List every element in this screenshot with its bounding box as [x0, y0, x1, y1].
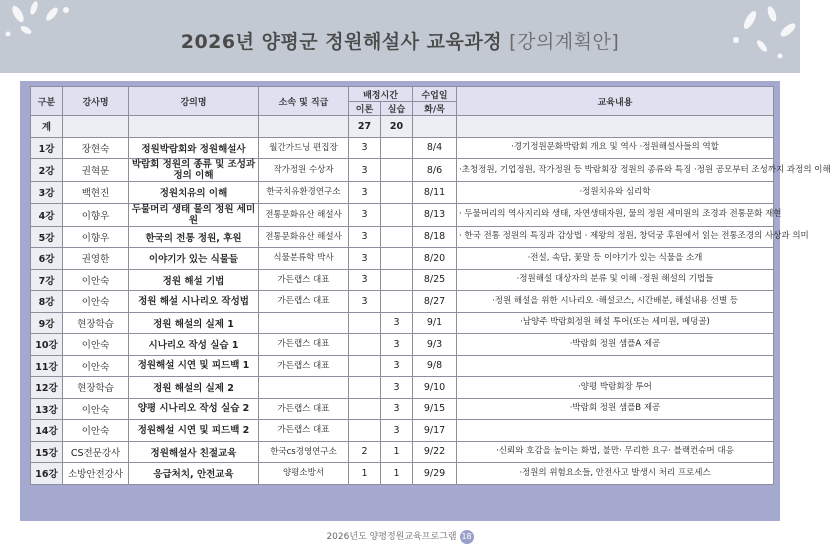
- header-weekday: 화/목: [413, 102, 457, 116]
- row-course: 정원 해설 기법: [129, 269, 259, 291]
- row-theory: 3: [349, 291, 381, 313]
- row-content: ·초청정원, 기업정원, 작가정원 등 박람회장 정원의 종류와 특징 ·정원 공모부터 조성까지 과정의 이해: [457, 159, 774, 182]
- row-theory: 3: [349, 182, 381, 204]
- row-course: 정원 해설의 실제 1: [129, 312, 259, 334]
- row-course: 이야기가 있는 식물들: [129, 248, 259, 270]
- row-org: 가든랩스 대표: [259, 420, 349, 442]
- row-practice: [381, 269, 413, 291]
- header-org: 소속 및 직급: [259, 87, 349, 116]
- row-theory: 3: [349, 159, 381, 182]
- row-no: 11강: [31, 355, 63, 377]
- row-instructor: 이안숙: [63, 334, 129, 356]
- row-theory: [349, 312, 381, 334]
- row-instructor: 이안숙: [63, 398, 129, 420]
- row-date: 9/8: [413, 355, 457, 377]
- row-no: 1강: [31, 137, 63, 159]
- row-practice: 3: [381, 377, 413, 399]
- row-org: [259, 377, 349, 399]
- total-date-cell: [413, 116, 457, 138]
- row-date: 8/4: [413, 137, 457, 159]
- row-date: 8/27: [413, 291, 457, 313]
- table-row: [31, 137, 774, 159]
- table-row: [31, 248, 774, 270]
- row-practice: [381, 159, 413, 182]
- row-org: 전통문화유산 해설사: [259, 226, 349, 248]
- total-org-cell: [259, 116, 349, 138]
- row-org: 가든랩스 대표: [259, 355, 349, 377]
- table-row: [31, 441, 774, 463]
- table-row: [31, 312, 774, 334]
- row-course: 정원해설사 친절교육: [129, 441, 259, 463]
- row-content: ·정원 해설을 위한 시나리오 ·해설코스, 시간배분, 해설내용 선별 등: [457, 291, 774, 313]
- row-content: ·정원치유와 심리학: [457, 182, 774, 204]
- row-date: 8/6: [413, 159, 457, 182]
- row-date: 9/15: [413, 398, 457, 420]
- row-theory: 3: [349, 226, 381, 248]
- row-no: 7강: [31, 269, 63, 291]
- page-title: [0, 27, 800, 54]
- row-date: 9/10: [413, 377, 457, 399]
- total-theory: 27: [349, 116, 381, 138]
- row-content: ·신뢰와 호감을 높이는 화법, 불만· 무리한 요구· 블랙컨슈머 대응: [457, 441, 774, 463]
- table-row: [31, 334, 774, 356]
- row-instructor: 권영한: [63, 248, 129, 270]
- row-content: · 두물머리의 역사지리와 생태, 자연생태자원, 물의 정원 세미원의 조경과 전통문화 재현: [457, 203, 774, 226]
- footer-text: 2026년도 양평정원교육프로그램: [326, 532, 457, 542]
- total-content-cell: [457, 116, 774, 138]
- row-no: 12강: [31, 377, 63, 399]
- table-row: [31, 159, 774, 182]
- row-course: 한국의 전통 정원, 후원: [129, 226, 259, 248]
- header-practice: 실습: [381, 102, 413, 116]
- row-theory: 3: [349, 137, 381, 159]
- row-org: 가든랩스 대표: [259, 398, 349, 420]
- row-instructor: 현장학습: [63, 377, 129, 399]
- total-row: [31, 116, 774, 138]
- row-no: 2강: [31, 159, 63, 182]
- header-instructor: 강사명: [63, 87, 129, 116]
- row-no: 6강: [31, 248, 63, 270]
- row-no: 13강: [31, 398, 63, 420]
- row-practice: [381, 291, 413, 313]
- row-instructor: 이안숙: [63, 420, 129, 442]
- row-course: 응급처치, 안전교육: [129, 463, 259, 485]
- row-date: 8/18: [413, 226, 457, 248]
- table-row: [31, 377, 774, 399]
- page-title-main: 2026년 양평군 정원해설사 교육과정: [180, 31, 503, 53]
- row-date: 9/29: [413, 463, 457, 485]
- row-no: 14강: [31, 420, 63, 442]
- header-no: 구분: [31, 87, 63, 116]
- row-practice: [381, 248, 413, 270]
- row-course: 정원 해설 시나리오 작성법: [129, 291, 259, 313]
- row-date: 9/22: [413, 441, 457, 463]
- row-instructor: 장현숙: [63, 137, 129, 159]
- row-course: 정원 해설의 실제 2: [129, 377, 259, 399]
- row-org: 월간가드닝 편집장: [259, 137, 349, 159]
- row-theory: [349, 355, 381, 377]
- total-instructor-cell: [63, 116, 129, 138]
- row-content: ·남양주 박람회정원 해설 투어(또는 세미원, 메덩골): [457, 312, 774, 334]
- page-title-sub: [강의계획안]: [509, 31, 620, 53]
- row-practice: 3: [381, 334, 413, 356]
- row-content: ·박람회 정원 샘플A 제공: [457, 334, 774, 356]
- row-practice: 1: [381, 463, 413, 485]
- row-course: 정원박람회와 정원해설사: [129, 137, 259, 159]
- row-no: 9강: [31, 312, 63, 334]
- row-course: 정원해설 시연 및 피드백 1: [129, 355, 259, 377]
- row-instructor: 현장학습: [63, 312, 129, 334]
- total-course-cell: [129, 116, 259, 138]
- table-row: [31, 420, 774, 442]
- row-no: 3강: [31, 182, 63, 204]
- row-course: 박람회 정원의 종류 및 조성과정의 이해: [129, 159, 259, 182]
- row-content: ·정원의 위험요소들, 안전사고 발생시 처리 프로세스: [457, 463, 774, 485]
- row-practice: [381, 137, 413, 159]
- row-instructor: 이안숙: [63, 355, 129, 377]
- header-theory: 이론: [349, 102, 381, 116]
- row-instructor: 이향우: [63, 226, 129, 248]
- row-date: 8/20: [413, 248, 457, 270]
- table-row: [31, 398, 774, 420]
- row-no: 10강: [31, 334, 63, 356]
- row-org: 가든랩스 대표: [259, 269, 349, 291]
- lecture-plan-table: [30, 86, 831, 485]
- row-course: 시나리오 작성 실습 1: [129, 334, 259, 356]
- row-org: 양평소방서: [259, 463, 349, 485]
- row-theory: 3: [349, 203, 381, 226]
- row-instructor: 이향우: [63, 203, 129, 226]
- row-date: 9/1: [413, 312, 457, 334]
- table-row: [31, 269, 774, 291]
- header-hours: 배정시간: [349, 87, 413, 102]
- row-content: · 한국 전통 정원의 특징과 감상법 · 제왕의 정원, 창덕궁 후원에서 읽는 전통조경의 사상과 의미: [457, 226, 774, 248]
- row-content: ·경기정원문화박람회 개요 및 역사 ·정원해설사들의 역할: [457, 137, 774, 159]
- row-no: 16강: [31, 463, 63, 485]
- page-number: 18: [460, 530, 474, 544]
- row-practice: [381, 226, 413, 248]
- row-content: ·박람회 정원 샘플B 제공: [457, 398, 774, 420]
- row-instructor: 이안숙: [63, 269, 129, 291]
- row-theory: [349, 398, 381, 420]
- row-theory: [349, 334, 381, 356]
- row-instructor: 이안숙: [63, 291, 129, 313]
- row-no: 5강: [31, 226, 63, 248]
- row-practice: 3: [381, 312, 413, 334]
- table-row: [31, 226, 774, 248]
- table-row: [31, 203, 774, 226]
- row-instructor: 소방안전강사: [63, 463, 129, 485]
- row-course: 두물머리 생태 물의 정원 세미원: [129, 203, 259, 226]
- row-org: 가든랩스 대표: [259, 334, 349, 356]
- table-row: [31, 355, 774, 377]
- row-content: ·전설, 속담, 꽃말 등 이야기가 있는 식물을 소개: [457, 248, 774, 270]
- row-theory: 3: [349, 248, 381, 270]
- row-org: 작가정원 수상자: [259, 159, 349, 182]
- row-org: 가든랩스 대표: [259, 291, 349, 313]
- row-org: 식물분류학 박사: [259, 248, 349, 270]
- table-row: [31, 291, 774, 313]
- row-content: ·정원해설 대상자의 분류 및 이해 ·정원 해설의 기법들: [457, 269, 774, 291]
- row-no: 15강: [31, 441, 63, 463]
- total-practice: 20: [381, 116, 413, 138]
- row-practice: 3: [381, 355, 413, 377]
- row-theory: 2: [349, 441, 381, 463]
- total-label: 계: [31, 116, 63, 138]
- table-row: [31, 463, 774, 485]
- row-date: 8/25: [413, 269, 457, 291]
- row-practice: 3: [381, 420, 413, 442]
- row-theory: [349, 377, 381, 399]
- row-practice: 1: [381, 441, 413, 463]
- row-content: [457, 420, 774, 442]
- row-org: 전통문화유산 해설사: [259, 203, 349, 226]
- row-instructor: 권혁문: [63, 159, 129, 182]
- row-instructor: CS전문강사: [63, 441, 129, 463]
- table-row: [31, 182, 774, 204]
- row-practice: [381, 203, 413, 226]
- row-theory: 1: [349, 463, 381, 485]
- header-date: 수업일: [413, 87, 457, 102]
- row-theory: 3: [349, 269, 381, 291]
- row-org: [259, 312, 349, 334]
- row-date: 8/13: [413, 203, 457, 226]
- row-no: 4강: [31, 203, 63, 226]
- row-course: 정원치유의 이해: [129, 182, 259, 204]
- header-course: 강의명: [129, 87, 259, 116]
- row-instructor: 백현진: [63, 182, 129, 204]
- row-practice: [381, 182, 413, 204]
- header-content: 교육내용: [457, 87, 774, 116]
- row-course: 양평 시나리오 작성 실습 2: [129, 398, 259, 420]
- page-footer: [0, 529, 800, 544]
- row-date: 9/17: [413, 420, 457, 442]
- row-practice: 3: [381, 398, 413, 420]
- row-date: 8/11: [413, 182, 457, 204]
- row-no: 8강: [31, 291, 63, 313]
- row-content: ·양평 박람회장 투어: [457, 377, 774, 399]
- row-org: 한국cs경영연구소: [259, 441, 349, 463]
- row-course: 정원해설 시연 및 피드백 2: [129, 420, 259, 442]
- row-theory: [349, 420, 381, 442]
- row-org: 한국치유환경연구소: [259, 182, 349, 204]
- row-date: 9/3: [413, 334, 457, 356]
- row-content: [457, 355, 774, 377]
